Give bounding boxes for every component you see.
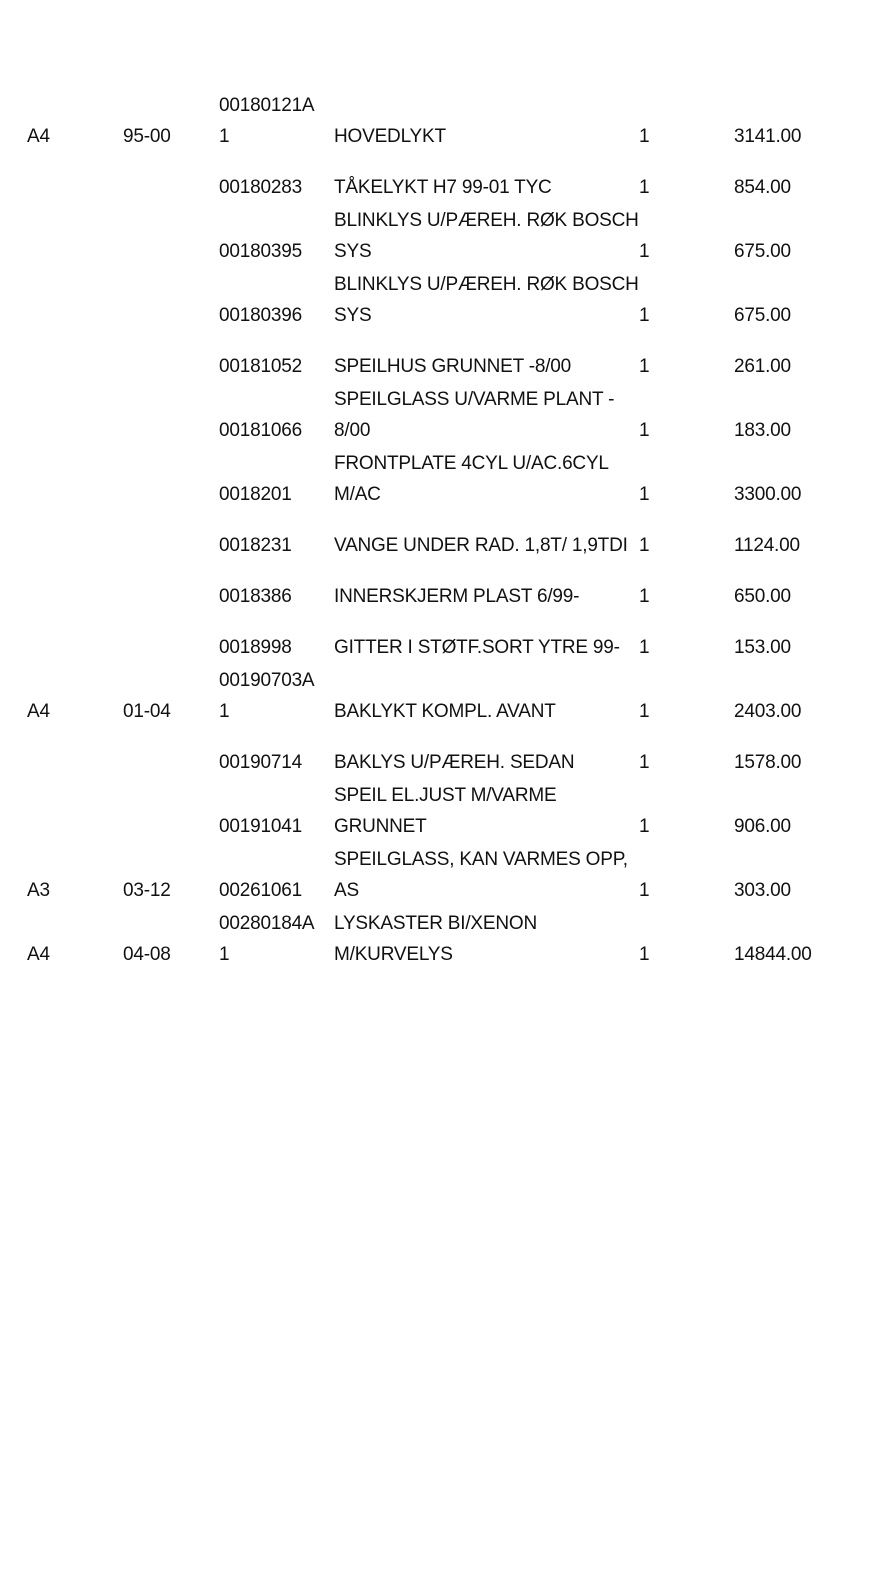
part-number-cell: 00190714 [219,752,302,773]
price-cell: 854.00 [734,177,791,198]
quantity-cell: 1 [639,637,650,658]
part-number-cell: 00180283 [219,177,302,198]
table-row [0,845,896,909]
description-cell: SPEIL EL.JUST M/VARME GRUNNET [334,785,557,837]
model-cell: A4 [27,944,50,965]
description-cell: BLINKLYS U/PÆREH. RØK BOSCH SYS [334,210,639,262]
description-cell: BLINKLYS U/PÆREH. RØK BOSCH SYS [334,274,639,326]
description-cell: VANGE UNDER RAD. 1,8T/ 1,9TDI [334,535,628,556]
part-number-cell: 0018201 [219,484,292,505]
table-row [0,206,896,270]
years-cell: 95-00 [123,126,171,147]
description-cell: SPEILGLASS, KAN VARMES OPP, AS [334,849,628,901]
quantity-cell: 1 [639,586,650,607]
table-row [0,513,896,564]
price-cell: 153.00 [734,637,791,658]
price-cell: 14844.00 [734,944,812,965]
part-number-cell: 00190703A 1 [219,670,315,722]
quantity-cell: 1 [639,535,650,556]
table-row [0,615,896,666]
part-number-cell: 0018386 [219,586,292,607]
table-row [0,155,896,206]
description-cell: HOVEDLYKT [334,126,446,147]
table-row [0,91,896,155]
model-cell: A4 [27,701,50,722]
description-cell: BAKLYKT KOMPL. AVANT [334,701,556,722]
table-row [0,449,896,513]
part-number-cell: 00180396 [219,305,302,326]
quantity-cell: 1 [639,305,650,326]
price-cell: 906.00 [734,816,791,837]
parts-table [0,91,896,973]
description-cell: LYSKASTER BI/XENON M/KURVELYS [334,913,537,965]
part-number-cell: 00191041 [219,816,302,837]
price-cell: 1578.00 [734,752,802,773]
quantity-cell: 1 [639,816,650,837]
table-row [0,334,896,385]
description-cell: BAKLYS U/PÆREH. SEDAN [334,752,575,773]
description-cell: TÅKELYKT H7 99-01 TYC [334,177,552,198]
table-row [0,385,896,449]
part-number-cell: 00261061 [219,880,302,901]
price-cell: 675.00 [734,241,791,262]
price-cell: 3141.00 [734,126,802,147]
part-number-cell: 0018231 [219,535,292,556]
description-cell: INNERSKJERM PLAST 6/99- [334,586,580,607]
part-number-cell: 00180121A 1 [219,95,315,147]
table-row [0,564,896,615]
part-number-cell: 00180395 [219,241,302,262]
table-row [0,909,896,973]
years-cell: 04-08 [123,944,171,965]
years-cell: 03-12 [123,880,171,901]
description-cell: SPEILHUS GRUNNET -8/00 [334,356,572,377]
quantity-cell: 1 [639,944,650,965]
quantity-cell: 1 [639,484,650,505]
quantity-cell: 1 [639,752,650,773]
price-cell: 1124.00 [734,535,800,556]
price-cell: 2403.00 [734,701,802,722]
description-cell: SPEILGLASS U/VARME PLANT - 8/00 [334,389,615,441]
price-cell: 675.00 [734,305,791,326]
quantity-cell: 1 [639,701,650,722]
quantity-cell: 1 [639,420,650,441]
price-cell: 183.00 [734,420,791,441]
description-cell: GITTER I STØTF.SORT YTRE 99- [334,637,620,658]
quantity-cell: 1 [639,356,650,377]
table-row [0,730,896,781]
price-cell: 261.00 [734,356,791,377]
description-cell: FRONTPLATE 4CYL U/AC.6CYL M/AC [334,453,609,505]
part-number-cell: 0018998 [219,637,292,658]
price-cell: 303.00 [734,880,791,901]
price-cell: 3300.00 [734,484,802,505]
part-number-cell: 00181066 [219,420,302,441]
quantity-cell: 1 [639,880,650,901]
part-number-cell: 00280184A 1 [219,913,315,965]
table-row [0,270,896,334]
quantity-cell: 1 [639,177,650,198]
quantity-cell: 1 [639,241,650,262]
model-cell: A4 [27,126,50,147]
quantity-cell: 1 [639,126,650,147]
table-row [0,666,896,730]
years-cell: 01-04 [123,701,171,722]
model-cell: A3 [27,880,50,901]
price-cell: 650.00 [734,586,791,607]
table-row [0,781,896,845]
part-number-cell: 00181052 [219,356,302,377]
